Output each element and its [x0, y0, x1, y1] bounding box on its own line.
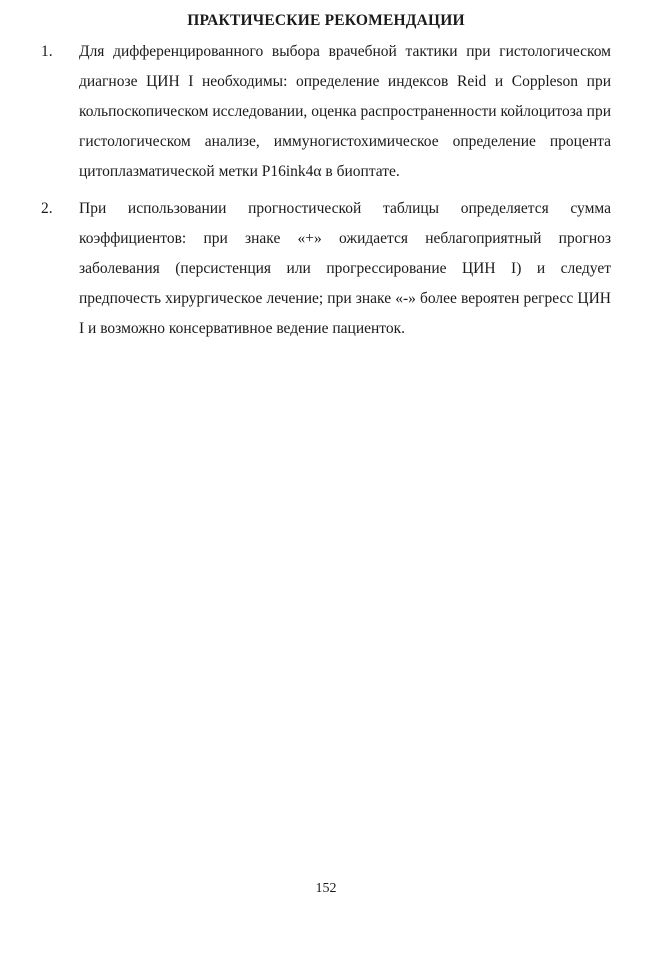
list-item-number: 1. [41, 43, 53, 60]
list-item-number: 2. [41, 200, 53, 217]
page-number: 152 [315, 881, 337, 896]
list-item-text: При использовании прогностической таблицы определяется сумма коэффициентов: при знаке «+» ожидается неблагоприятный прогноз заболевания (персистенция или прогрессирование ЦИН I) и следует предпочесть хирургическое лечение; при знаке «-» более вероятен регресс ЦИН I и возможно консервативное ведение пациенток. [79, 200, 611, 337]
recommendations-list [41, 37, 611, 351]
list-item [41, 37, 611, 187]
list-item-text: Для дифференцированного выбора врачебной тактики при гистологическом диагнозе ЦИН I необходимы: определение индексов Reid и Coppleson при кольпоскопическом исследовании, оценка распространенности койлоцитоза при гистологическом анализе, иммуногистохимическое определение процента цитоплазматической метки P16ink4α в биоптате. [79, 43, 611, 180]
list-item [41, 194, 611, 344]
page-title: ПРАКТИЧЕСКИЕ РЕКОМЕНДАЦИИ [187, 12, 465, 29]
